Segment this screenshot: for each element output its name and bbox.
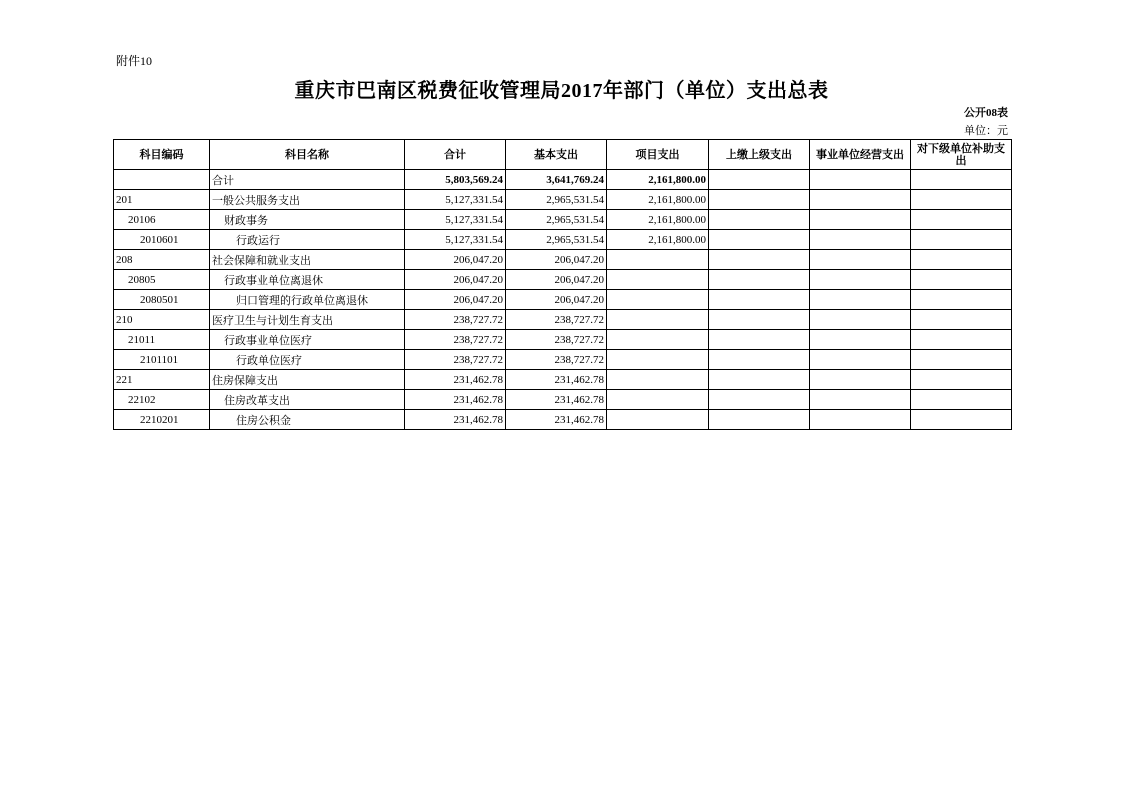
cell-business [810, 250, 911, 270]
cell-subsidy [911, 310, 1012, 330]
header-subsidy: 对下级单位补助支出 [911, 140, 1012, 170]
cell-name: 一般公共服务支出 [210, 190, 405, 210]
cell-code: 2210201 [114, 410, 210, 430]
total-row [114, 170, 1012, 190]
cell-name: 归口管理的行政单位离退休 [210, 290, 405, 310]
cell-business [810, 290, 911, 310]
cell-upper [709, 190, 810, 210]
cell-project [607, 390, 709, 410]
cell-total: 5,127,331.54 [405, 190, 506, 210]
cell-total: 231,462.78 [405, 390, 506, 410]
cell-name: 医疗卫生与计划生育支出 [210, 310, 405, 330]
header-business: 事业单位经营支出 [810, 140, 911, 170]
cell-basic: 238,727.72 [506, 350, 607, 370]
unit-label: 单位：元 [964, 125, 1008, 137]
expenditure-table [113, 139, 1012, 430]
cell-upper [709, 410, 810, 430]
cell-basic: 206,047.20 [506, 270, 607, 290]
cell-name: 合计 [210, 170, 405, 190]
table-row [114, 310, 1012, 330]
cell-name: 行政事业单位医疗 [210, 330, 405, 350]
cell-code: 20805 [114, 270, 210, 290]
cell-business [810, 370, 911, 390]
cell-code: 21011 [114, 330, 210, 350]
cell-total: 231,462.78 [405, 370, 506, 390]
cell-total: 206,047.20 [405, 270, 506, 290]
cell-name: 财政事务 [210, 210, 405, 230]
cell-project: 2,161,800.00 [607, 190, 709, 210]
cell-project: 2,161,800.00 [607, 230, 709, 250]
cell-project: 2,161,800.00 [607, 170, 709, 190]
cell-name: 行政单位医疗 [210, 350, 405, 370]
cell-subsidy [911, 390, 1012, 410]
cell-project [607, 270, 709, 290]
cell-code: 201 [114, 190, 210, 210]
cell-business [810, 210, 911, 230]
cell-upper [709, 350, 810, 370]
header-basic: 基本支出 [506, 140, 607, 170]
header-total: 合计 [405, 140, 506, 170]
header-upper: 上缴上级支出 [709, 140, 810, 170]
cell-project [607, 410, 709, 430]
table-row [114, 330, 1012, 350]
cell-upper [709, 170, 810, 190]
cell-name: 住房公积金 [210, 410, 405, 430]
cell-project [607, 250, 709, 270]
cell-upper [709, 370, 810, 390]
cell-subsidy [911, 230, 1012, 250]
cell-subsidy [911, 370, 1012, 390]
cell-project [607, 290, 709, 310]
cell-basic: 2,965,531.54 [506, 210, 607, 230]
cell-project [607, 350, 709, 370]
cell-business [810, 390, 911, 410]
table-row [114, 370, 1012, 390]
cell-upper [709, 390, 810, 410]
cell-upper [709, 230, 810, 250]
cell-business [810, 230, 911, 250]
cell-business [810, 190, 911, 210]
cell-name: 住房改革支出 [210, 390, 405, 410]
cell-upper [709, 210, 810, 230]
cell-project [607, 330, 709, 350]
attachment-label: 附件10 [116, 54, 153, 68]
form-number: 公开08表 [964, 107, 1008, 119]
cell-subsidy [911, 410, 1012, 430]
cell-business [810, 170, 911, 190]
table-row [114, 190, 1012, 210]
cell-code: 20106 [114, 210, 210, 230]
cell-code [114, 170, 210, 190]
cell-basic: 3,641,769.24 [506, 170, 607, 190]
cell-subsidy [911, 210, 1012, 230]
cell-total: 5,127,331.54 [405, 230, 506, 250]
cell-code: 221 [114, 370, 210, 390]
cell-total: 231,462.78 [405, 410, 506, 430]
cell-total: 238,727.72 [405, 330, 506, 350]
cell-basic: 238,727.72 [506, 330, 607, 350]
cell-business [810, 350, 911, 370]
cell-subsidy [911, 250, 1012, 270]
table-row [114, 290, 1012, 310]
cell-code: 22102 [114, 390, 210, 410]
table-row [114, 210, 1012, 230]
table-row [114, 230, 1012, 250]
cell-subsidy [911, 330, 1012, 350]
cell-business [810, 410, 911, 430]
cell-basic: 206,047.20 [506, 250, 607, 270]
cell-upper [709, 330, 810, 350]
cell-total: 5,127,331.54 [405, 210, 506, 230]
cell-code: 208 [114, 250, 210, 270]
cell-business [810, 270, 911, 290]
cell-name: 行政事业单位离退休 [210, 270, 405, 290]
page-title: 重庆市巴南区税费征收管理局2017年部门（单位）支出总表 [294, 80, 829, 102]
cell-upper [709, 310, 810, 330]
cell-upper [709, 270, 810, 290]
cell-code: 2080501 [114, 290, 210, 310]
header-code: 科目编码 [114, 140, 210, 170]
table-row [114, 270, 1012, 290]
cell-subsidy [911, 290, 1012, 310]
cell-total: 238,727.72 [405, 350, 506, 370]
table-row [114, 250, 1012, 270]
cell-project [607, 370, 709, 390]
cell-basic: 231,462.78 [506, 410, 607, 430]
cell-business [810, 310, 911, 330]
cell-name: 社会保障和就业支出 [210, 250, 405, 270]
table-row [114, 350, 1012, 370]
cell-basic: 238,727.72 [506, 310, 607, 330]
cell-upper [709, 290, 810, 310]
cell-project: 2,161,800.00 [607, 210, 709, 230]
cell-name: 行政运行 [210, 230, 405, 250]
cell-code: 2101101 [114, 350, 210, 370]
cell-subsidy [911, 270, 1012, 290]
cell-total: 5,803,569.24 [405, 170, 506, 190]
cell-project [607, 310, 709, 330]
cell-upper [709, 250, 810, 270]
cell-total: 238,727.72 [405, 310, 506, 330]
cell-total: 206,047.20 [405, 290, 506, 310]
header-project: 项目支出 [607, 140, 709, 170]
header-name: 科目名称 [210, 140, 405, 170]
cell-basic: 2,965,531.54 [506, 230, 607, 250]
cell-name: 住房保障支出 [210, 370, 405, 390]
cell-total: 206,047.20 [405, 250, 506, 270]
cell-subsidy [911, 190, 1012, 210]
table-row [114, 390, 1012, 410]
cell-subsidy [911, 170, 1012, 190]
cell-basic: 231,462.78 [506, 390, 607, 410]
cell-subsidy [911, 350, 1012, 370]
cell-basic: 2,965,531.54 [506, 190, 607, 210]
table-header-row [114, 140, 1012, 170]
cell-basic: 206,047.20 [506, 290, 607, 310]
cell-basic: 231,462.78 [506, 370, 607, 390]
table-row [114, 410, 1012, 430]
cell-code: 210 [114, 310, 210, 330]
cell-code: 2010601 [114, 230, 210, 250]
cell-business [810, 330, 911, 350]
